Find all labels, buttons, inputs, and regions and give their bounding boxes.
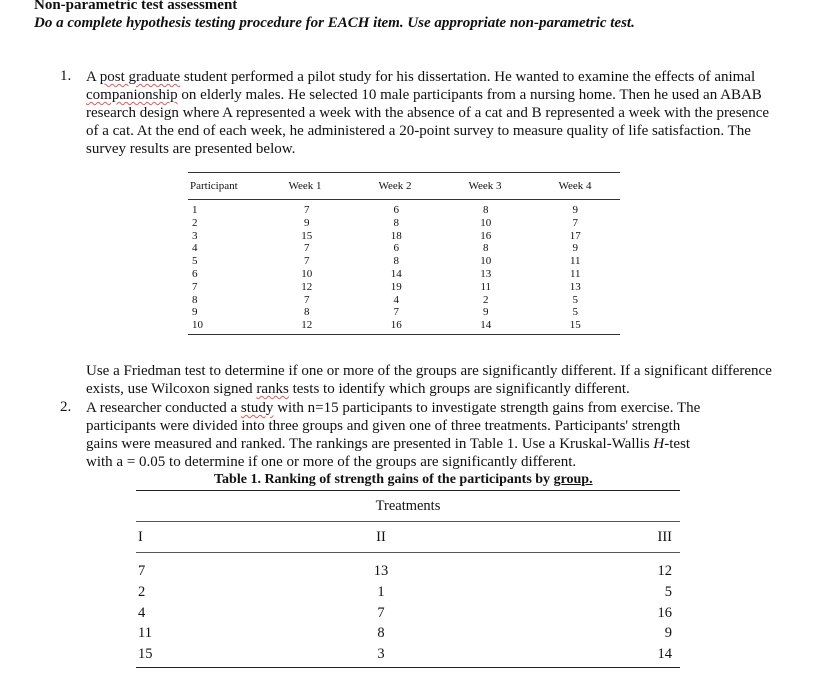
item-2-line-3: gains were measured and ranked. The rankings are presented in Table 1. Use a Kruskal-Wallis H-test [86,436,691,452]
item-1-line-5: survey results are presented below. [86,141,296,157]
week-3-cell: 10 [480,255,492,268]
ranking-table [136,490,680,668]
caption-underlined: group. [553,472,593,487]
item-1-followup-line-2: exists, use Wilcoxon signed ranks tests to identify which groups are significantly different. [86,381,630,397]
participant-cell: 6 [192,267,198,280]
survey-table [188,172,620,335]
week-4-cell: 9 [572,204,578,216]
table-row [136,582,680,603]
column-header-ii: II [376,529,386,545]
week-2-cell: 18 [390,229,402,242]
rank-iii-cell: 9 [664,625,672,642]
week-2-cell: 8 [393,255,399,268]
rank-iii-cell: 16 [657,604,672,621]
participant-cell: 2 [192,216,198,229]
ranking-table-bottom-rule [136,667,680,668]
spellcheck-mark: ranks [256,381,289,397]
week-2-cell: 6 [393,242,399,255]
table-row [136,603,680,624]
item-1-number: 1. [60,68,72,84]
item-2-line-1: A researcher conducted a study with n=15 participants to investigate strength gains from exercise. The [86,400,701,416]
item-1-followup-line-1: Use a Friedman test to determine if one or more of the groups are significantly different. If a significant difference [86,363,772,379]
table-row [188,242,620,255]
item-1-line-2: companionship on elderly males. He selected 10 male participants from a nursing home. Then he used an ABAB [86,87,762,103]
rank-iii-cell: 14 [657,646,672,663]
header-week-4: Week 4 [558,180,592,192]
spellcheck-mark: post graduate [99,69,181,85]
caption-text: Table 1. Ranking of strength gains of the participants by [214,472,554,487]
week-3-cell: 14 [480,319,492,332]
table-row [188,230,620,243]
participant-cell: 10 [192,319,203,332]
survey-table-bottom-rule [188,334,620,335]
week-3-cell: 8 [483,204,489,216]
item-2-text [86,399,700,471]
item-1-line-3: research design where A represented a week with the absence of a cat and B represented a week with the presence [86,105,770,121]
rank-i-cell: 7 [138,563,146,579]
week-3-cell: 9 [483,306,489,319]
week-4-cell: 13 [569,280,581,293]
participant-cell: 4 [192,242,198,255]
week-1-cell: 10 [301,267,313,280]
rank-ii-cell: 8 [377,625,385,642]
week-1-cell: 7 [304,204,310,216]
week-3-cell: 2 [483,293,489,306]
survey-table-header [188,173,620,200]
table-row [136,623,680,644]
item-1-followup [86,362,772,398]
item-2-line-4: with a = 0.05 to determine if one or more of the groups are significantly different. [86,454,577,470]
week-4-cell: 15 [569,319,581,332]
week-1-cell: 7 [304,293,310,306]
table-row [136,561,680,582]
rank-iii-cell: 5 [664,583,672,600]
header-week-2: Week 2 [378,180,412,192]
week-4-cell: 5 [572,293,578,306]
header-week-1: Week 1 [288,180,322,192]
table-row [188,217,620,230]
week-2-cell: 14 [390,267,402,280]
table-row [136,644,680,665]
week-2-cell: 6 [393,204,399,216]
ranking-column-headers [136,522,680,552]
table-row [188,281,620,294]
week-4-cell: 17 [569,229,581,242]
week-4-cell: 9 [572,242,578,255]
table-row [188,204,620,217]
header-participant: Participant [190,180,238,192]
rank-i-cell: 4 [138,604,146,621]
week-2-cell: 19 [390,280,402,293]
rank-i-cell: 15 [138,646,153,663]
week-4-cell: 11 [569,267,581,280]
rank-ii-cell: 13 [373,563,389,579]
week-1-cell: 8 [304,306,310,319]
week-3-cell: 10 [480,216,492,229]
week-2-cell: 16 [390,319,402,332]
rank-iii-cell: 12 [657,563,672,579]
rank-ii-cell: 7 [377,604,385,621]
participant-cell: 3 [192,229,198,242]
ranking-table-caption [214,472,593,488]
week-2-cell: 4 [393,293,399,306]
header-week-3: Week 3 [468,180,502,192]
rank-i-cell: 2 [138,583,146,600]
table-row [188,306,620,319]
week-4-cell: 5 [572,306,578,319]
table-row [188,255,620,268]
participant-cell: 9 [192,306,198,319]
week-4-cell: 7 [572,216,578,229]
item-1-line-4: of a cat. At the end of each week, he administered a 20-point survey to measure quality of life satisfaction. The [86,123,751,139]
item-2-number: 2. [60,399,72,415]
rank-ii-cell: 1 [377,583,385,600]
table-row [188,294,620,307]
participant-cell: 5 [192,255,198,268]
week-4-cell: 11 [569,255,581,268]
item-2-line-2: participants were divided into three groups and given one of three treatments. Participants' strength [86,418,681,434]
week-1-cell: 9 [304,216,310,229]
ranking-table-body [136,561,680,665]
week-1-cell: 12 [301,280,313,293]
spellcheck-mark: study [240,400,274,416]
week-3-cell: 11 [480,280,492,293]
item-1-line-1: A post graduate student performed a pilot study for his dissertation. He wanted to examine the effects of animal [86,69,756,85]
column-header-iii: III [657,529,672,545]
week-3-cell: 16 [480,229,492,242]
participant-cell: 8 [192,293,198,306]
assessment-instructions: Do a complete hypothesis testing procedure for EACH item. Use appropriate non-parametric test. [34,15,635,31]
table-row [188,268,620,281]
week-1-cell: 12 [301,319,313,332]
column-header-i: I [138,529,143,545]
survey-table-body [188,200,620,332]
column-header-rule [136,552,680,553]
table-row [188,319,620,332]
treatments-header: Treatments [375,498,441,514]
week-3-cell: 13 [480,267,492,280]
week-1-cell: 7 [304,242,310,255]
week-1-cell: 7 [304,255,310,268]
item-1-text [86,68,769,158]
spellcheck-mark: companionship [86,87,178,103]
week-2-cell: 8 [393,216,399,229]
week-1-cell: 15 [301,229,313,242]
participant-cell: 1 [192,204,198,216]
participant-cell: 7 [192,280,198,293]
week-3-cell: 8 [483,242,489,255]
assessment-title: Non-parametric test assessment [34,0,238,13]
week-2-cell: 7 [393,306,399,319]
rank-i-cell: 11 [138,625,152,642]
rank-ii-cell: 3 [377,646,385,663]
